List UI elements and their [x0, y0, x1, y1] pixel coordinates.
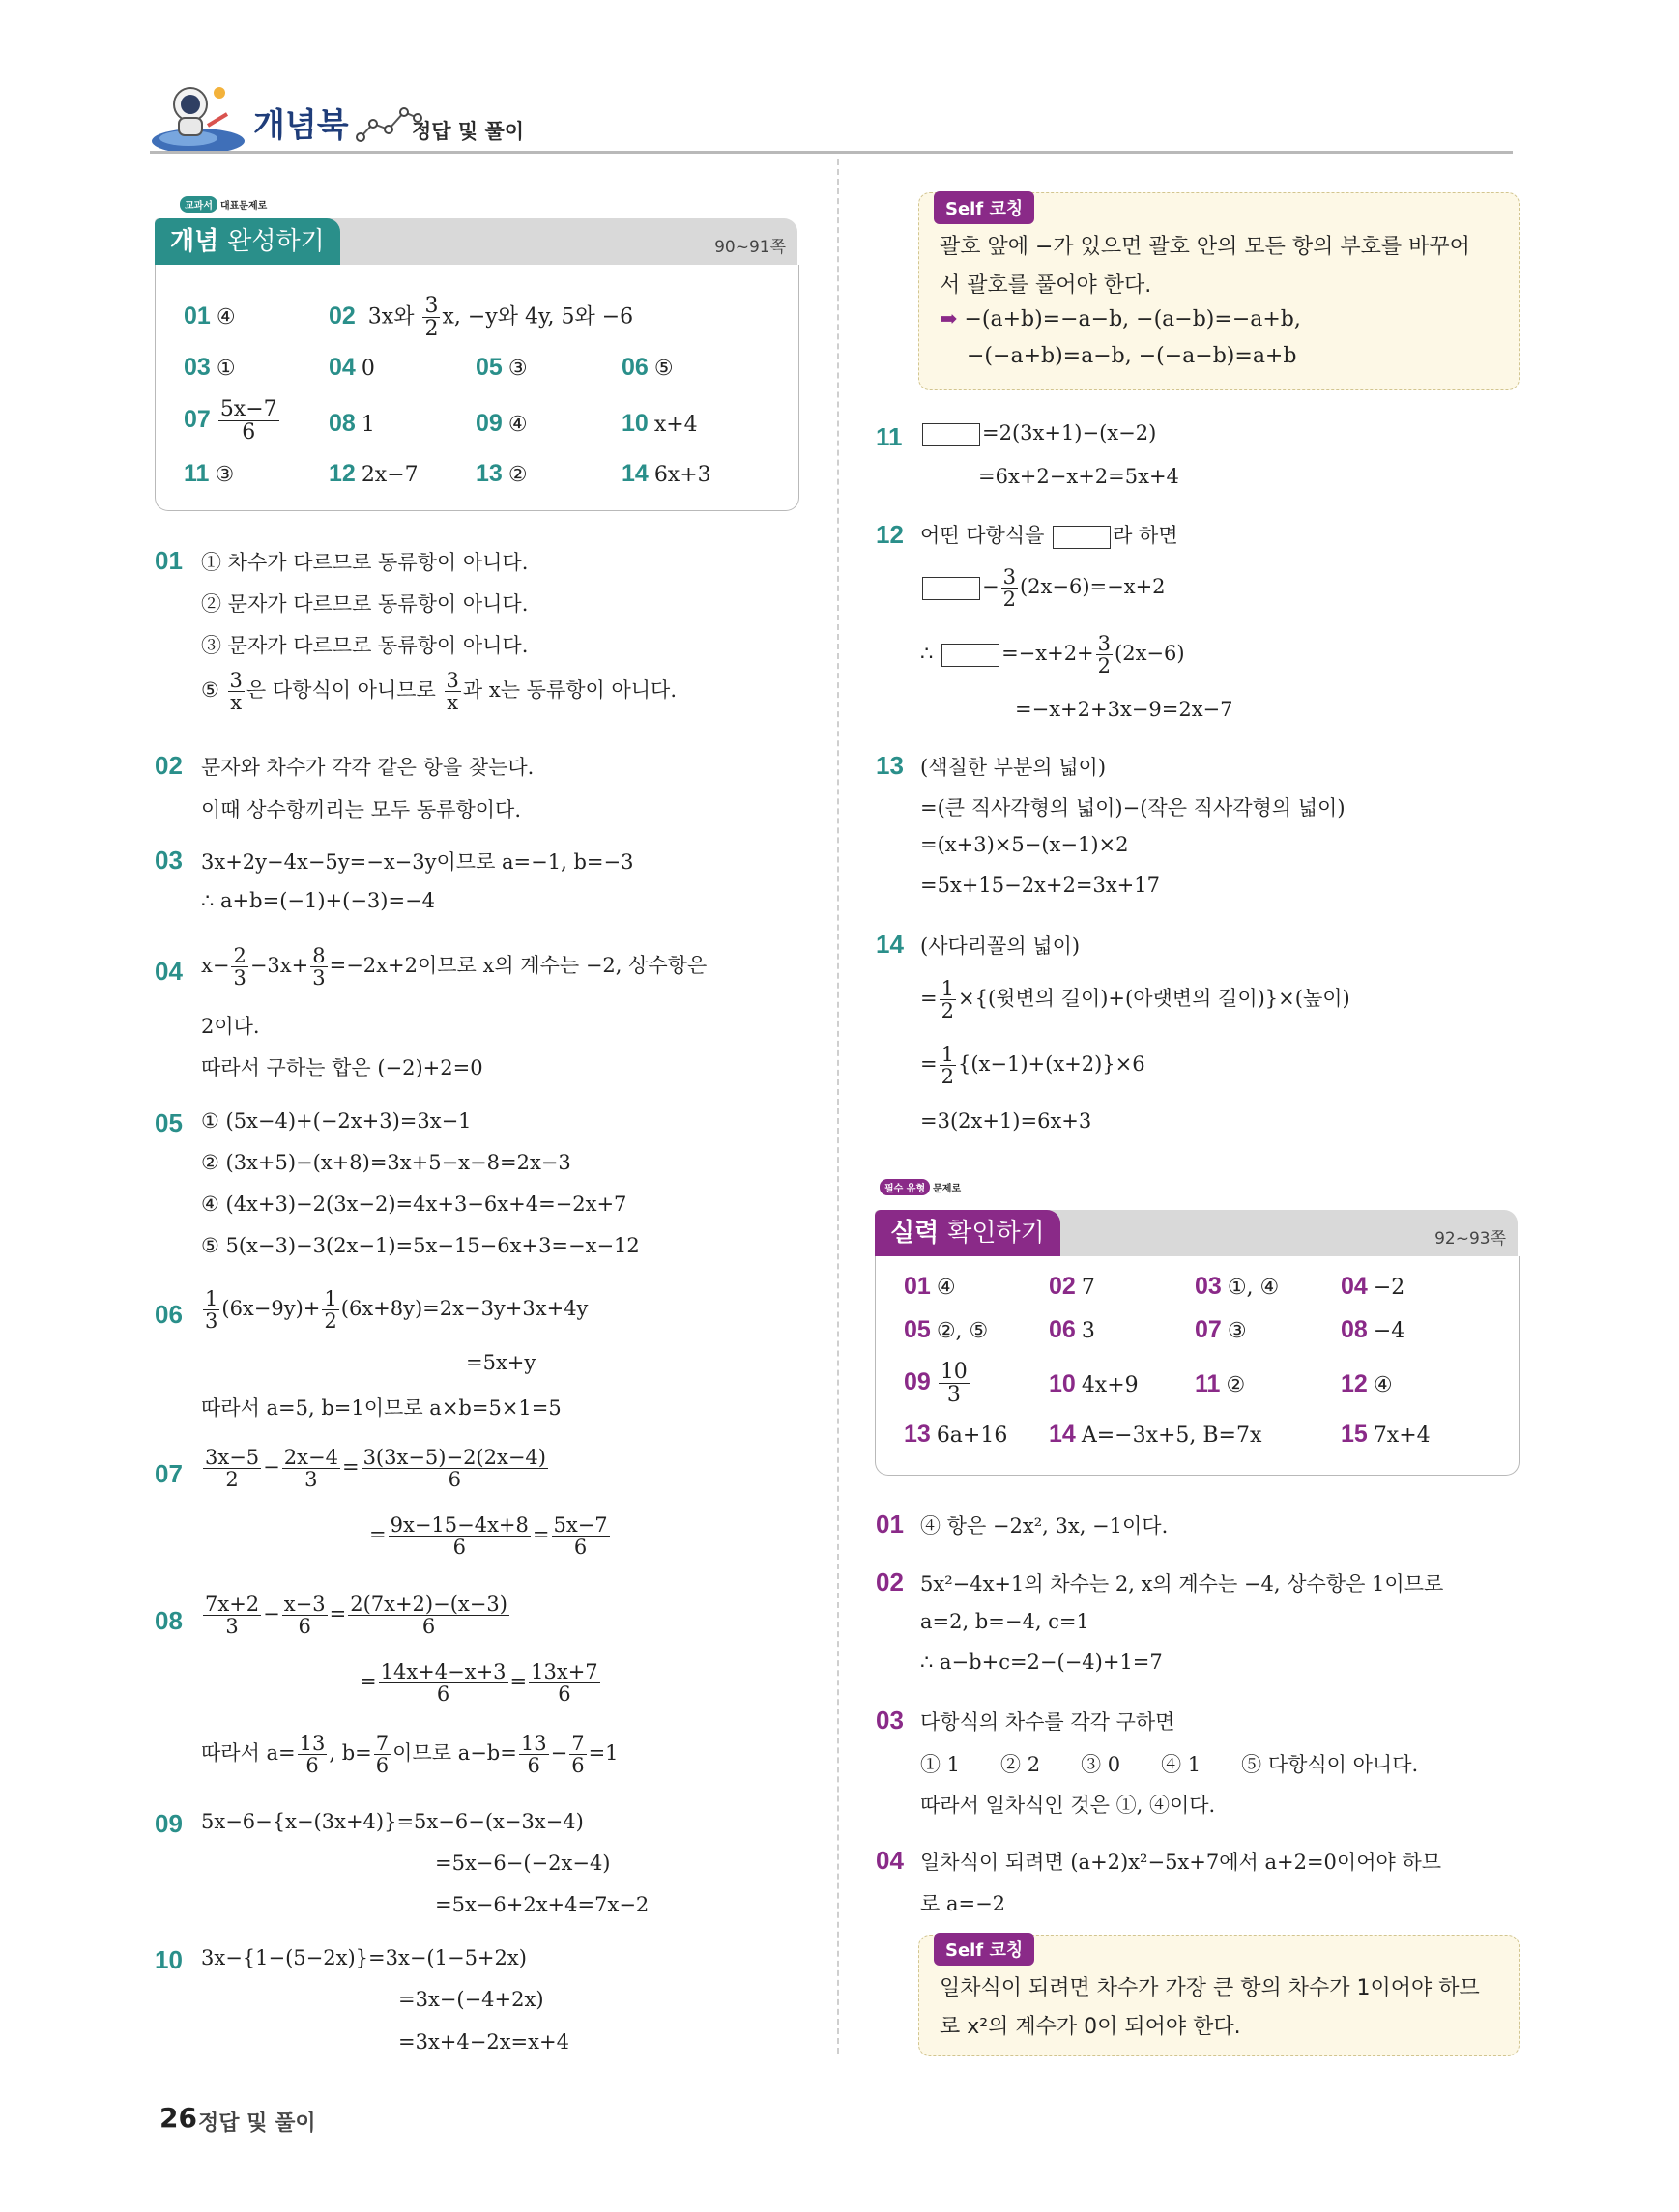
solution-line: =5x+15−2x+2=3x+17	[920, 874, 1160, 897]
answer-item: 01 ④	[904, 1273, 956, 1300]
section1-pages: 90~91쪽	[714, 238, 786, 257]
solution-line: ① 차수가 다르므로 동류항이 아니다.	[201, 551, 529, 574]
answer-item: 05 ③	[476, 354, 528, 381]
section1-banner	[155, 218, 797, 265]
answer-item: 14 A=−3x+5, B=7x	[1049, 1421, 1262, 1448]
answer-item: 04 0	[329, 354, 375, 381]
solution-line: 따라서 a=5, b=1이므로 a×b=5×1=5	[201, 1396, 562, 1420]
question-number: 04	[155, 957, 183, 986]
section2-mini-tag: 필수 유형 문제로	[880, 1179, 961, 1195]
solution-line: − $\frac{3}{2}$ (2x−6)=−x+2	[920, 566, 1166, 610]
solution-line: ∴ a+b=(−1)+(−3)=−4	[201, 889, 436, 912]
coach-line: 서 괄호를 풀어야 한다.	[940, 273, 1152, 298]
question-number: 02	[155, 751, 183, 780]
question-number: 07	[155, 1459, 183, 1488]
solution-line: (사다리꼴의 넓이)	[920, 934, 1081, 958]
question-number: 11	[876, 422, 903, 451]
question-number: 12	[876, 520, 904, 549]
question-number: 03	[876, 1706, 904, 1735]
coach-line: −(−a+b)=a−b, −(−a−b)=a+b	[967, 344, 1297, 368]
question-number: 01	[155, 546, 183, 575]
answer-item: 08 1	[329, 410, 375, 437]
question-number: 13	[876, 751, 904, 780]
answer-item: 04 −2	[1341, 1273, 1405, 1300]
section2-title: 실력 확인하기	[875, 1210, 1060, 1256]
solution-line: ∴ =−x+2+ $\frac{3}{2}$ (2x−6)	[920, 632, 1185, 678]
solution-line: a=2, b=−4, c=1	[920, 1610, 1089, 1633]
coach-line: ➡ −(a+b)=−a−b, −(a−b)=−a+b,	[940, 307, 1301, 331]
answer-item: 01 ④	[184, 302, 236, 330]
blank-box	[922, 423, 980, 446]
answer-item: 09 $\frac{10}{3}$	[904, 1360, 968, 1408]
answer-item: 02 7	[1049, 1273, 1095, 1300]
blank-box	[941, 644, 999, 667]
solution-line: ④ (4x+3)−2(3x−2)=4x+3−6x+4=−2x+7	[201, 1192, 627, 1216]
section1-title: 개념 완성하기	[155, 218, 340, 265]
solution-line: =−x+2+3x−9=2x−7	[1015, 698, 1233, 721]
arrow-right-icon: ➡	[940, 307, 958, 331]
question-number: 09	[155, 1809, 183, 1838]
answer-item: 03 ①, ④	[1195, 1273, 1280, 1300]
section1-mini-tag: 교과서 대표문제로	[180, 196, 267, 213]
solution-line: 이때 상수항끼리는 모두 동류항이다.	[201, 798, 521, 821]
header-title: 개념북	[253, 106, 349, 145]
solution-line: (색칠한 부분의 넓이)	[920, 756, 1107, 779]
solution-line: ⑤ $\frac{3}{x}$ 은 다항식이 아니므로 $\frac{3}{x}$ 과 x는 동류항이 아니다.	[201, 669, 678, 715]
answer-item: 05 ②, ⑤	[904, 1316, 989, 1343]
question-number: 01	[876, 1509, 904, 1538]
solution-line: ⑤ 5(x−3)−3(2x−1)=5x−15−6x+3=−x−12	[201, 1234, 640, 1257]
solution-line: ② (3x+5)−(x+8)=3x+5−x−8=2x−3	[201, 1151, 571, 1174]
solution-line: 3x+2y−4x−5y=−x−3y이므로 a=−1, b=−3	[201, 850, 634, 874]
answer-item: 12 2x−7	[329, 460, 419, 487]
section2-banner	[875, 1210, 1518, 1256]
solution-line: =3x−(−4+2x)	[398, 1988, 544, 2011]
question-number: 06	[155, 1300, 183, 1329]
answer-item: 06 ⑤	[622, 354, 674, 381]
answer-item: 06 3	[1049, 1316, 1095, 1343]
solution-line: x− $\frac{2}{3}$ −3x+ $\frac{8}{3}$ =−2x+2이므로 x의 계수는 −2, 상수항은	[201, 944, 708, 991]
question-number: 08	[155, 1606, 183, 1635]
solution-line: $\frac{1}{3}$ (6x−9y)+ $\frac{1}{2}$ (6x+8y)=2x−3y+3x+4y	[205, 1287, 589, 1334]
answer-item: 15 7x+4	[1341, 1421, 1431, 1448]
solution-line: = $\frac{1}{2}$ {(x−1)+(x+2)}×6	[920, 1043, 1145, 1089]
answer-item: 11 ③	[184, 460, 235, 487]
self-coaching-tag: Self 코칭	[934, 1933, 1034, 1966]
solution-line: 어떤 다항식을 라 하면	[920, 524, 1178, 547]
question-number: 05	[155, 1108, 183, 1137]
solution-line: 로 a=−2	[920, 1892, 1006, 1915]
question-number: 02	[876, 1567, 904, 1596]
solution-line: =3x+4−2x=x+4	[398, 2030, 569, 2054]
coach-line: 일차식이 되려면 차수가 가장 큰 항의 차수가 1이어야 하므	[940, 1976, 1480, 2000]
header-rule	[150, 151, 1513, 154]
solution-line: =(x+3)×5−(x−1)×2	[920, 833, 1129, 856]
solution-line: =5x−6+2x+4=7x−2	[435, 1893, 650, 1916]
question-number: 10	[155, 1945, 183, 1974]
solution-line: 2이다.	[201, 1015, 260, 1038]
solution-line: 3x−{1−(5−2x)}=3x−(1−5+2x)	[201, 1946, 527, 1969]
solution-line: ④ 항은 −2x², 3x, −1이다.	[920, 1514, 1169, 1537]
question-number: 04	[876, 1846, 904, 1875]
solution-line: $\frac{7x+2}{3}$ − $\frac{x-3}{6}$ = $\frac{2(7x+2)-(x-3)}{6}$	[205, 1593, 507, 1639]
blank-box	[922, 577, 980, 600]
coach-line: 괄호 앞에 −가 있으면 괄호 안의 모든 항의 부호를 바꾸어	[940, 235, 1470, 259]
solution-line: 일차식이 되려면 (a+2)x²−5x+7에서 a+2=0이어야 하므	[920, 1851, 1442, 1874]
section2-pages: 92~93쪽	[1434, 1229, 1506, 1249]
answer-item: 07 ③	[1195, 1316, 1247, 1343]
answer-item: 03 ①	[184, 354, 236, 381]
solution-line: 5x²−4x+1의 차수는 2, x의 계수는 −4, 상수항은 1이므로	[920, 1572, 1444, 1595]
solution-line: $\frac{3x-5}{2}$ − $\frac{2x-4}{3}$ = $\frac{3(3x-5)-2(2x-4)}{6}$	[205, 1446, 546, 1492]
answer-item: 02 3x와 $\frac{3}{2}$ x, −y와 4y, 5와 −6	[329, 294, 634, 342]
solution-line: =(큰 직사각형의 넓이)−(작은 직사각형의 넓이)	[920, 796, 1346, 819]
solution-line: 따라서 구하는 합은 (−2)+2=0	[201, 1056, 483, 1079]
solution-line: =2(3x+1)−(x−2)	[920, 421, 1156, 446]
solution-line: =5x−6−(−2x−4)	[435, 1852, 611, 1875]
solution-line: 따라서 일차식인 것은 ①, ④이다.	[920, 1794, 1216, 1817]
solution-line: ② 문자가 다르므로 동류항이 아니다.	[201, 592, 529, 616]
solution-line: 문자와 차수가 각각 같은 항을 찾는다.	[201, 756, 535, 779]
page-number: 26	[159, 2102, 197, 2134]
header-subtitle: 정답 및 풀이	[412, 120, 525, 143]
solution-line: 따라서 a= $\frac{13}{6}$ , b= $\frac{7}{6}$ 이므로 a−b= $\frac{13}{6}$ − $\frac{7}{6}$ =1	[201, 1732, 619, 1778]
column-divider	[837, 159, 839, 2054]
answer-item: 07 $\frac{5x-7}{6}$	[184, 397, 277, 445]
answer-item: 10 4x+9	[1049, 1370, 1139, 1397]
answer-item: 10 x+4	[622, 410, 698, 437]
self-coaching-tag: Self 코칭	[934, 191, 1034, 224]
question-number: 03	[155, 846, 183, 875]
blank-box	[1053, 526, 1111, 549]
answer-item: 13 ②	[476, 460, 528, 487]
solution-line: 다항식의 차수를 각각 구하면	[920, 1710, 1175, 1734]
solution-line: =5x+y	[466, 1351, 536, 1374]
solution-line: 5x−6−{x−(3x+4)}=5x−6−(x−3x−4)	[201, 1810, 584, 1833]
answer-item: 13 6a+16	[904, 1421, 1008, 1448]
answer-item: 12 ④	[1341, 1370, 1393, 1397]
solution-line: = $\frac{1}{2}$ ×{(윗변의 길이)+(아랫변의 길이)}×(높이)	[920, 977, 1350, 1023]
answer-item: 14 6x+3	[622, 460, 711, 487]
solution-line: ① (5x−4)+(−2x+3)=3x−1	[201, 1109, 472, 1133]
solution-line: =6x+2−x+2=5x+4	[978, 465, 1179, 488]
footer-label: 정답 및 풀이	[198, 2111, 316, 2136]
astronaut-logo-icon	[150, 75, 246, 155]
solution-line: = $\frac{14x+4-x+3}{6}$ = $\frac{13x+7}{6}$	[360, 1660, 598, 1707]
coach-line: 로 x²의 계수가 0이 되어야 한다.	[940, 2015, 1241, 2039]
solution-line: = $\frac{9x-15-4x+8}{6}$ = $\frac{5x-7}{6}$	[369, 1513, 608, 1560]
solution-line: ① 1 ② 2 ③ 0 ④ 1 ⑤ 다항식이 아니다.	[920, 1753, 1419, 1776]
answer-item: 09 ④	[476, 410, 528, 437]
question-number: 14	[876, 930, 904, 959]
solution-line: =3(2x+1)=6x+3	[920, 1109, 1092, 1133]
answer-item: 11 ②	[1195, 1370, 1246, 1397]
solution-line: ③ 문자가 다르므로 동류항이 아니다.	[201, 634, 529, 657]
answer-item: 08 −4	[1341, 1316, 1405, 1343]
solution-line: ∴ a−b+c=2−(−4)+1=7	[920, 1651, 1163, 1674]
